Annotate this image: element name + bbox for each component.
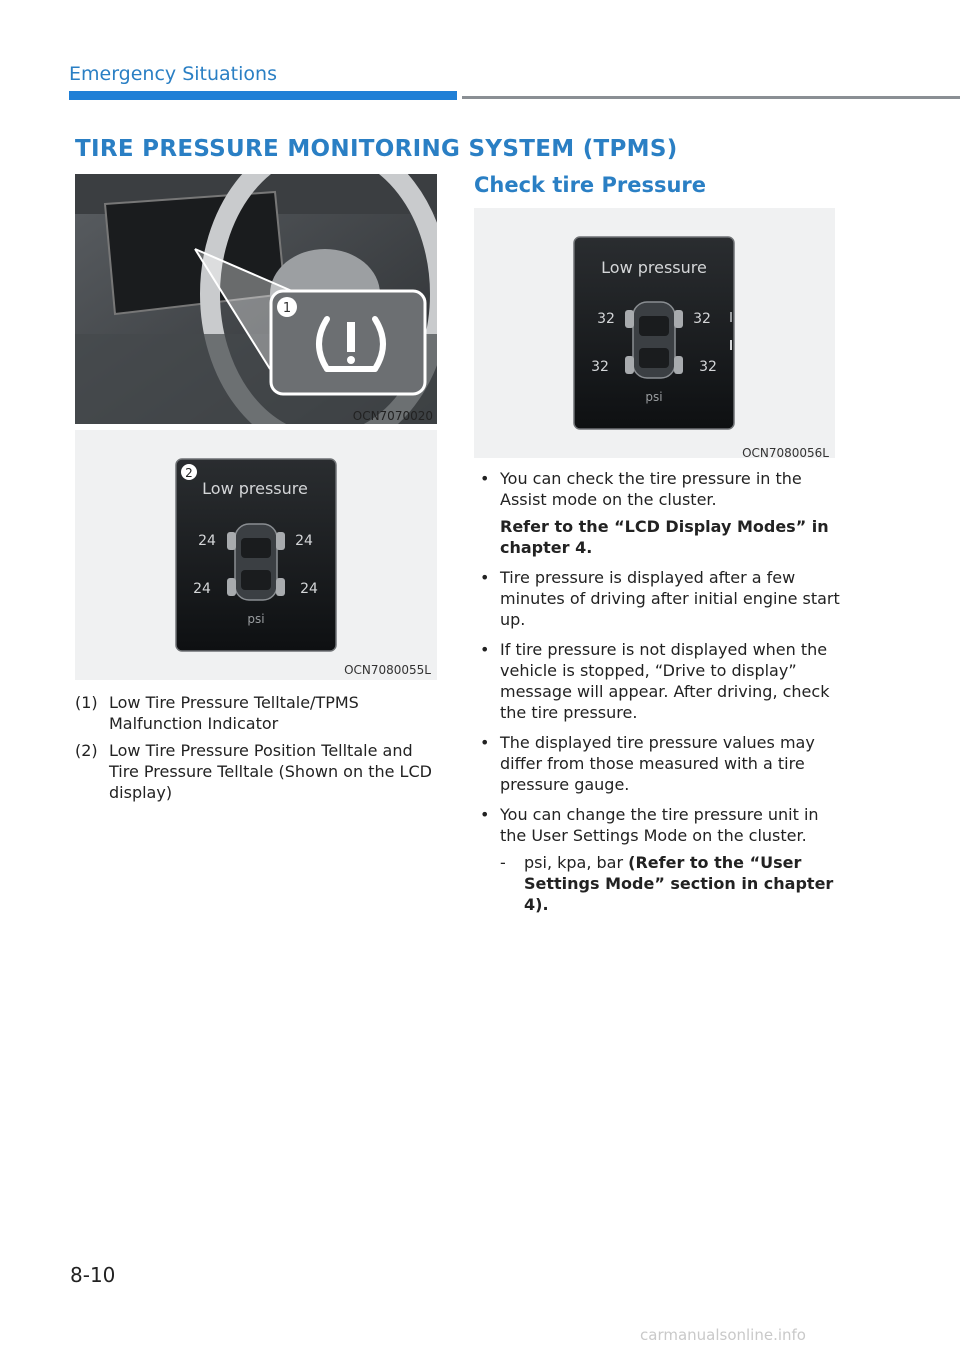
lcd-title-24: Low pressure [202, 479, 308, 498]
bullet-text: If tire pressure is not displayed when the vehicle is stopped, “Drive to display” message will appear. After driving, check the tire pressure. [500, 640, 830, 722]
dash-marker: - [500, 853, 506, 872]
figure-lcd-display-32 [474, 208, 835, 458]
tire-rr-value-32: 32 [699, 359, 717, 375]
list-item [480, 732, 840, 795]
bullet-text: The displayed tire pressure values may differ from those measured with a tire pressure gauge. [500, 733, 815, 794]
tire-fl-value-24: 24 [198, 533, 216, 549]
sub-item-bold: (Refer to the “User Settings Mode” section in chapter 4). [524, 853, 834, 914]
header-rule-blue [69, 91, 457, 100]
bullet-text: You can change the tire pressure unit in the User Settings Mode on the cluster. [500, 805, 819, 845]
dashboard-photo-illustration [75, 174, 437, 424]
chapter-title: Emergency Situations [69, 63, 277, 85]
figure-lcd-display-24 [75, 430, 437, 680]
caption-2-number: (2) [75, 741, 98, 760]
bullet-note: Refer to the “LCD Display Modes” in chapter 4. [500, 517, 829, 557]
header-rule-gray [462, 96, 960, 99]
list-item [480, 567, 840, 630]
caption-2-text: Low Tire Pressure Position Telltale and Tire Pressure Telltale (Shown on the LCD display) [109, 741, 432, 802]
caption-1 [75, 692, 437, 736]
bullet-text: Tire pressure is displayed after a few minutes of driving after initial engine start up. [500, 568, 840, 629]
list-item [480, 804, 840, 915]
list-item [480, 639, 840, 723]
tire-fl-value-32: 32 [597, 311, 615, 327]
bullet-marker: • [480, 568, 490, 587]
tire-rl-value-24: 24 [193, 581, 211, 597]
tire-rr-value-24: 24 [300, 581, 318, 597]
bullet-marker: • [480, 805, 490, 824]
car-top-view-icon [625, 302, 683, 378]
sub-item-plain: psi, kpa, bar [524, 853, 629, 872]
caption-1-text: Low Tire Pressure Telltale/TPMS Malfunction Indicator [109, 693, 359, 733]
figure1-code: OCN7070020 [352, 409, 433, 423]
unit-label-32: psi [645, 390, 663, 404]
figure-dashboard-photo [75, 174, 437, 424]
page-number: 8-10 [70, 1263, 116, 1287]
tire-rl-value-32: 32 [591, 359, 609, 375]
tire-fr-value-32: 32 [693, 311, 711, 327]
caption-2 [75, 740, 437, 804]
watermark: carmanualsonline.info [640, 1326, 806, 1344]
callout-1-label: 1 [282, 301, 292, 316]
bullet-text: You can check the tire pressure in the Assist mode on the cluster. [500, 469, 802, 509]
caption-1-number: (1) [75, 693, 98, 712]
car-top-view-icon [227, 524, 285, 600]
bullet-marker: • [480, 640, 490, 659]
tire-fr-value-24: 24 [295, 533, 313, 549]
unit-label-24: psi [247, 612, 265, 626]
callout-2-label: 2 [185, 466, 193, 480]
list-item [480, 468, 840, 558]
section-title: TIRE PRESSURE MONITORING SYSTEM (TPMS) [75, 136, 678, 162]
check-tire-pressure-title: Check tire Pressure [474, 173, 707, 197]
lcd-title-32: Low pressure [601, 258, 707, 277]
figure2-code: OCN7080055L [344, 663, 431, 677]
bullet-marker: • [480, 733, 490, 752]
sub-list-item [500, 852, 840, 915]
figure3-code: OCN7080056L [742, 446, 829, 458]
bullet-marker: • [480, 469, 490, 488]
check-bullet-list [480, 468, 840, 924]
